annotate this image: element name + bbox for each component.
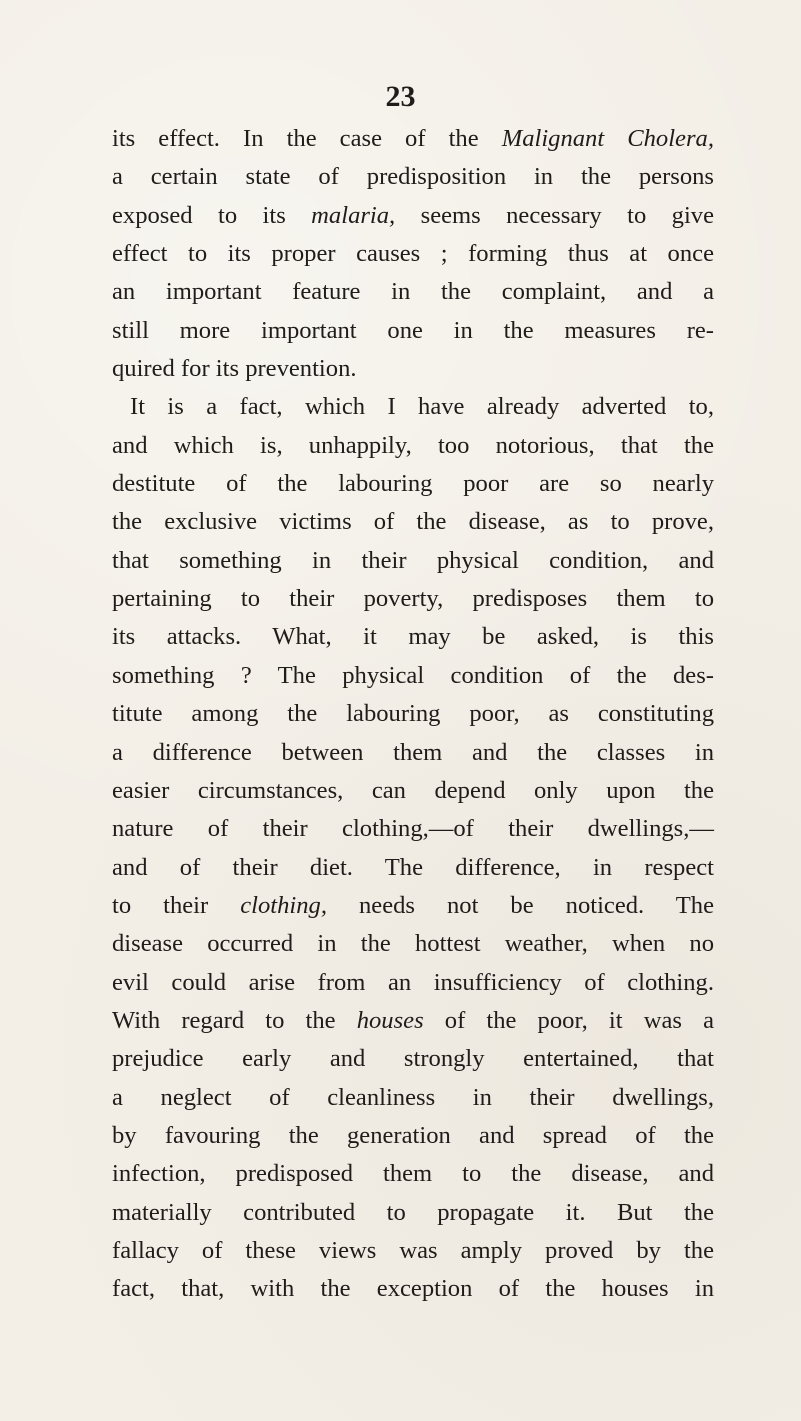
text-segment: exposed to its [112,201,312,229]
text-segment: of the poor, it was a [423,1006,715,1034]
text-segment: that something in their physical condition, and [112,546,714,574]
text-line [112,312,714,350]
text-line [112,1002,714,1040]
text-segment: a difference between them and the classes in [112,738,714,766]
page-number: 23 [385,80,416,113]
text-segment: evil could arise from an insufficiency of clothing. [112,968,714,996]
text-segment: something ? The physical condition of the des- [112,661,714,689]
text-segment: infection, predisposed them to the disease, and [112,1160,714,1188]
text-segment: With regard to the [112,1006,357,1034]
text-line [112,542,714,580]
text-line [112,197,714,235]
text-line [112,1270,714,1308]
text-segment: needs not be noticed. The [326,891,714,919]
text-line [112,618,714,656]
text-line [112,1117,714,1155]
text-line [112,427,714,465]
text-line [112,158,714,196]
text-line [112,1040,714,1078]
text-segment: effect to its proper causes ; forming thus at once [112,240,714,268]
text-line [112,772,714,810]
text-line [112,964,714,1002]
text-line [112,734,714,772]
text-segment: seems necessary to give [395,201,714,229]
italic-text: clothing, [240,891,327,919]
text-segment: the exclusive victims of the disease, as to prove, [112,508,714,536]
text-segment: titute among the labouring poor, as constituting [112,700,714,728]
text-line [112,810,714,848]
text-line [112,465,714,503]
text-segment: pertaining to their poverty, predisposes them to [112,585,714,613]
text-line [112,350,714,388]
text-segment: still more important one in the measures re- [112,316,714,344]
italic-text: Malignant Cholera, [501,125,714,152]
text-segment: a neglect of cleanliness in their dwellings, [112,1083,714,1111]
text-segment: quired for its prevention. [112,355,357,383]
text-segment: an important feature in the complaint, and a [112,278,714,306]
italic-text: malaria, [311,201,396,229]
text-line [112,388,714,426]
text-line [112,695,714,733]
text-line [112,120,714,158]
text-segment: fallacy of these views was amply proved by the [112,1236,714,1264]
italic-text: houses [356,1006,424,1034]
text-segment: fact, that, with the exception of the houses in [112,1275,714,1303]
text-line [112,580,714,618]
text-line [112,657,714,695]
text-line [112,235,714,273]
text-line [112,273,714,311]
text-line [112,1155,714,1193]
text-line [112,1079,714,1117]
body-text [112,120,714,1309]
text-line [112,849,714,887]
text-line [112,1194,714,1232]
text-segment: and of their diet. The difference, in respect [112,853,714,881]
text-line [112,887,714,925]
text-segment: materially contributed to propagate it. But the [112,1198,714,1226]
text-segment: to their [112,891,241,919]
text-segment: disease occurred in the hottest weather, when no [112,930,714,958]
text-segment: destitute of the labouring poor are so nearly [112,470,714,498]
text-segment: easier circumstances, can depend only upon the [112,776,714,804]
text-line [112,925,714,963]
text-segment: It is a fact, which I have already adverted to, [130,393,714,421]
text-segment: nature of their clothing,—of their dwellings,— [112,815,714,843]
text-line [112,503,714,541]
text-segment: by favouring the generation and spread of the [112,1121,714,1149]
text-segment: a certain state of predisposition in the persons [112,163,714,191]
text-segment: its effect. In the case of the [112,125,502,152]
text-segment: its attacks. What, it may be asked, is this [112,623,714,651]
text-segment: and which is, unhappily, too notorious, that the [112,431,714,459]
text-segment: prejudice early and strongly entertained, that [112,1045,714,1073]
text-line [112,1232,714,1270]
